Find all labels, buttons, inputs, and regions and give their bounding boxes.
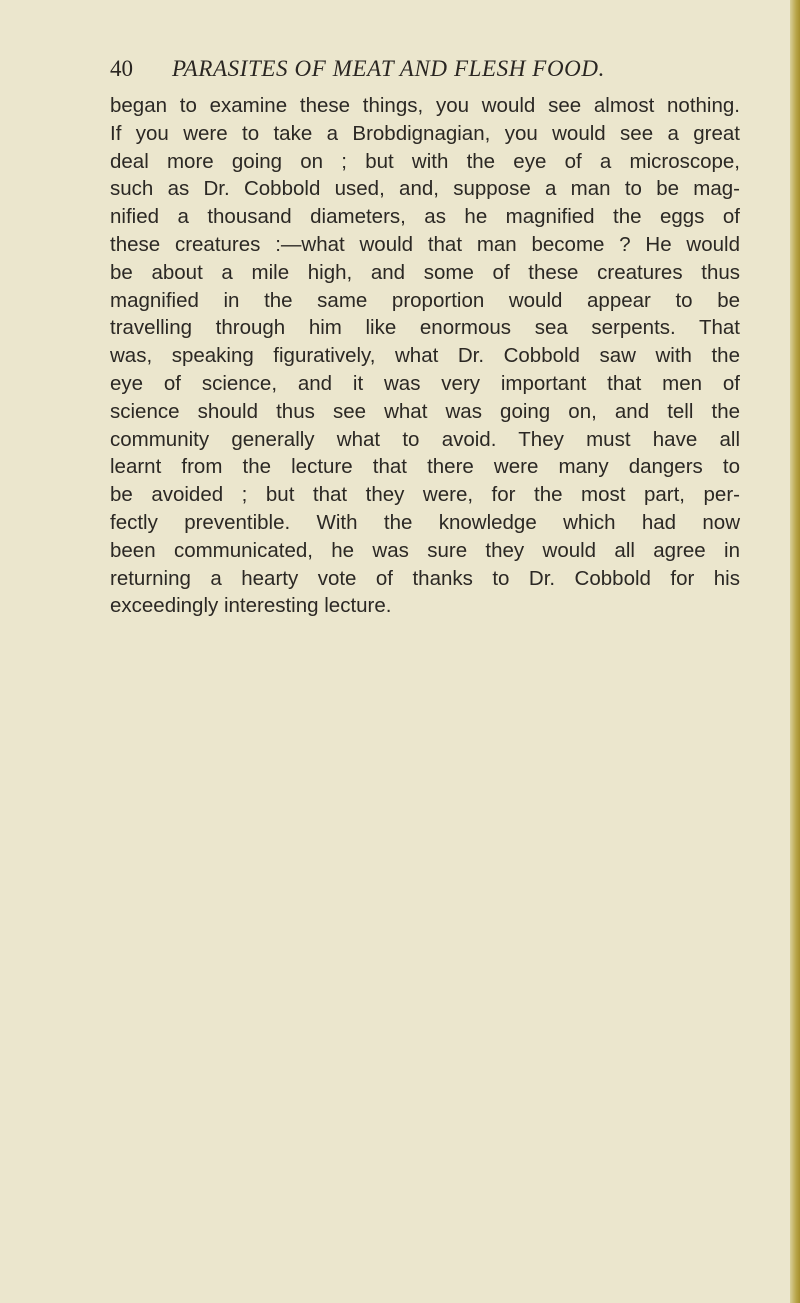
- text-line: If you were to take a Brobdignagian, you would see a great: [110, 121, 740, 145]
- text-line: be about a mile high, and some of these creatures thus: [110, 260, 740, 284]
- running-head: [110, 52, 750, 86]
- text-line: began to examine these things, you would see almost nothing.: [110, 94, 740, 117]
- text-line: travelling through him like enormous sea serpents. That: [110, 316, 740, 340]
- text-line: fectly preventible. With the knowledge which had now: [110, 510, 740, 534]
- running-title: PARASITES OF MEAT AND FLESH FOOD.: [172, 56, 605, 81]
- text-line: these creatures :—what would that man become ? He would: [110, 232, 740, 256]
- text-line: magnified in the same proportion would appear to be: [110, 288, 740, 312]
- text-line: deal more going on ; but with the eye of a microscope,: [110, 149, 740, 173]
- text-line: community generally what to avoid. They must have all: [110, 427, 740, 451]
- text-line: science should thus see what was going on, and tell the: [110, 399, 740, 423]
- text-line: been communicated, he was sure they would all agree in: [110, 538, 740, 562]
- page-edge: [790, 0, 800, 1303]
- text-line: exceedingly interesting lecture.: [110, 594, 392, 618]
- text-line: nified a thousand diameters, as he magnified the eggs of: [110, 205, 740, 229]
- text-line: eye of science, and it was very important that men of: [110, 371, 740, 395]
- text-line: learnt from the lecture that there were many dangers to: [110, 455, 740, 479]
- text-line: such as Dr. Cobbold used, and, suppose a man to be mag-: [110, 177, 740, 201]
- text-line: was, speaking figuratively, what Dr. Cobbold saw with the: [110, 344, 740, 368]
- text-line: be avoided ; but that they were, for the most part, per-: [110, 483, 740, 507]
- text-line: returning a hearty vote of thanks to Dr. Cobbold for his: [110, 566, 740, 590]
- page-number: 40: [110, 56, 133, 81]
- body-paragraph: [110, 92, 740, 620]
